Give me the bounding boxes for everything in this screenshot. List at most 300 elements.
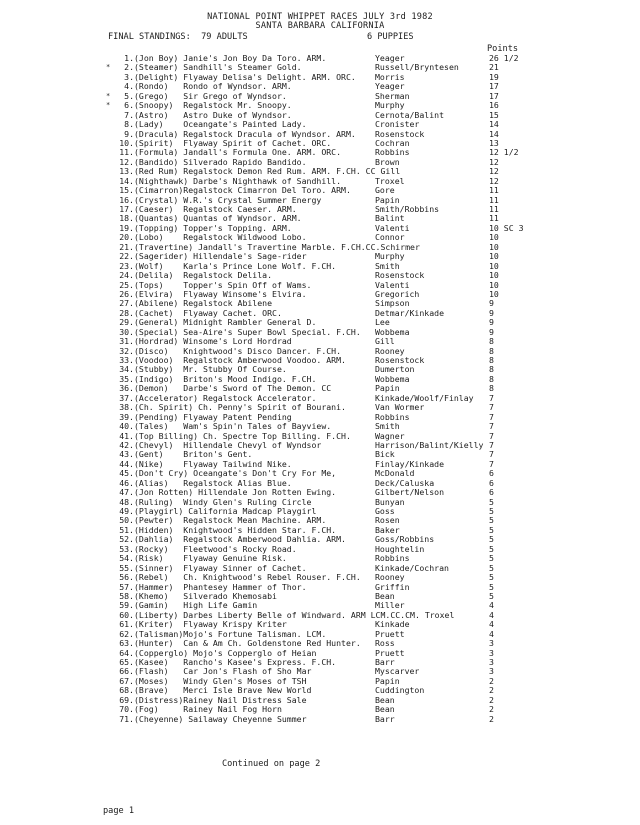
- dog-name: (Tops) Topper's Spin Off of Wams.: [134, 279, 312, 290]
- standing-row: [0, 469, 640, 478]
- owner-name: Goss/Robbins: [375, 534, 435, 545]
- placing-number: 41.: [119, 430, 134, 441]
- placing-number: 35.: [119, 373, 134, 384]
- points-value: 9: [489, 307, 494, 318]
- owner-name: Barr: [375, 713, 395, 724]
- placing-number: 55.: [119, 562, 134, 573]
- dog-name: (Nike) Flyaway Tailwind Nike.: [134, 458, 292, 469]
- owner-name: Cernota/Balint: [375, 109, 445, 120]
- dog-name: (Sinner) Flyaway Sinner of Cachet.: [134, 562, 307, 573]
- points-value: 5: [489, 534, 494, 545]
- owner-name: Wobbema: [375, 326, 410, 337]
- points-value: 7: [489, 439, 494, 450]
- dog-name: (Accelerator) Regalstock Accelerator.: [134, 392, 317, 403]
- dog-name: (Wolf) Karla's Prince Lone Wolf. F.CH.: [134, 260, 337, 271]
- placing-number: 22.: [119, 251, 134, 262]
- dog-name: (Jon Boy) Janie's Jon Boy Da Toro. ARM.: [134, 53, 327, 63]
- owner-name: Wobbema: [375, 373, 410, 384]
- placing-number: 8.: [124, 119, 134, 130]
- points-value: 7: [489, 402, 494, 413]
- dog-name: (Snoopy) Regalstock Mr. Snoopy.: [134, 100, 292, 111]
- owner-name: Kinkade: [375, 619, 410, 630]
- placing-number: 6.: [124, 100, 134, 111]
- puppies-count: 6 PUPPIES: [367, 32, 414, 42]
- points-value: 5: [489, 543, 494, 554]
- placing-number: 27.: [119, 298, 134, 309]
- dog-name: (Fog) Rainey Nail Fog Horn: [134, 704, 282, 715]
- placing-number: 57.: [119, 581, 134, 592]
- owner-name: Robbins: [375, 147, 410, 158]
- placing-number: 25.: [119, 279, 134, 290]
- standing-row: [0, 573, 640, 582]
- owner-name: Valenti: [375, 279, 410, 290]
- standing-row: [0, 554, 640, 563]
- owner-name: Morris: [375, 71, 405, 82]
- dog-name: (Flash) Car Jon's Flash of Sho Mar: [134, 666, 312, 677]
- standing-row: [0, 498, 640, 507]
- dog-name: (Delight) Flyaway Delisa's Delight. ARM. ORC.: [134, 71, 356, 82]
- dog-name: (Nighthawk) Darbe's Nighthawk of Sandhill.: [134, 175, 342, 186]
- points-value: 3: [489, 666, 494, 677]
- points-value: 3: [489, 657, 494, 667]
- placing-number: 4.: [124, 81, 134, 92]
- standing-row: [0, 403, 640, 412]
- placing-number: 49.: [119, 506, 134, 516]
- points-value: 4: [489, 628, 494, 639]
- placing-number: 67.: [119, 675, 134, 686]
- dog-name: (Alias) Regalstock Alias Blue.: [134, 477, 292, 488]
- placing-number: 23.: [119, 260, 134, 271]
- points-value: 8: [489, 364, 494, 375]
- dog-name: (Astro) Astro Duke of Wyndsor.: [134, 109, 292, 120]
- dog-name: (Cimarron)Regalstock Cimarron Del Toro. ARM.: [134, 185, 351, 196]
- dog-name: (Rocky) Fleetwood's Rocky Road.: [134, 543, 297, 554]
- placing-number: 33.: [119, 355, 134, 365]
- dog-name: (Abilene) Regalstock Abilene: [134, 298, 273, 309]
- continued-note: Continued on page 2: [222, 759, 321, 769]
- placing-number: 34.: [119, 364, 134, 375]
- owner-name: Valenti: [375, 222, 410, 233]
- placing-number: 13.: [119, 166, 134, 177]
- owner-name: Rooney: [375, 345, 405, 356]
- points-value: 8: [489, 345, 494, 356]
- placing-number: 46.: [119, 477, 134, 488]
- points-value: 4: [489, 609, 494, 620]
- placing-number: 21.: [119, 241, 134, 252]
- placing-number: 37.: [119, 392, 134, 403]
- placing-number: 48.: [119, 496, 134, 507]
- placing-number: 2.: [124, 62, 134, 73]
- owner-name: Barr: [375, 657, 395, 667]
- owner-name: Cuddington: [375, 685, 425, 696]
- standing-row: [0, 309, 640, 318]
- owner-name: Van Wormer: [375, 402, 425, 413]
- owner-name: Pruett: [375, 647, 405, 658]
- dog-name: (Brave) Merci Isle Brave New World: [134, 685, 312, 696]
- dog-name: (Ch. Spirit) Ch. Penny's Spirit of Bourani.: [134, 402, 346, 413]
- placing-number: 7.: [124, 109, 134, 120]
- dog-name: (Gamin) High Life Gamin: [134, 600, 258, 611]
- placing-number: 60.: [119, 609, 134, 620]
- points-value: 5: [489, 515, 494, 526]
- placing-number: 53.: [119, 543, 134, 554]
- standing-row: [0, 384, 640, 393]
- standing-row: [0, 450, 640, 459]
- owner-name: Yeager: [375, 81, 405, 92]
- highlight-mark: *: [106, 63, 111, 72]
- points-value: 5: [489, 524, 494, 535]
- owner-name: Ross: [375, 638, 395, 649]
- placing-number: 62.: [119, 628, 134, 639]
- owner-name: Baker: [375, 524, 400, 535]
- standing-row: [0, 299, 640, 308]
- dog-name: (Distress)Rainey Nail Distress Sale: [134, 694, 307, 705]
- owner-name: Bick: [375, 449, 395, 460]
- placing-number: 9.: [124, 128, 134, 139]
- points-value: 17: [489, 81, 499, 92]
- placing-number: 50.: [119, 515, 134, 526]
- standing-row: [0, 488, 640, 497]
- placing-number: 14.: [119, 175, 134, 186]
- placing-number: 63.: [119, 638, 134, 649]
- dog-name: (Quantas) Quantas of Wyndsor. ARM.: [134, 213, 302, 224]
- owner-name: Myscarver: [375, 666, 420, 677]
- highlight-mark: *: [106, 101, 111, 110]
- document-location: SANTA BARBARA CALIFORNIA: [255, 21, 385, 31]
- owner-name: Rosenstock: [375, 355, 425, 365]
- owner-name: Robbins: [375, 553, 410, 564]
- dog-name: (Pewter) Regalstock Mean Machine. ARM.: [134, 515, 327, 526]
- dog-name: (Red Rum) Regalstock Demon Red Rum. ARM. F.CH. CC Gill: [134, 166, 401, 177]
- owner-name: Gregorich: [375, 288, 420, 299]
- dog-name: (Crystal) W.R.'s Crystal Summer Energy: [134, 194, 322, 205]
- dog-name: (Hordrad) Winsome's Lord Hordrad: [134, 336, 292, 347]
- points-value: 10: [489, 232, 499, 243]
- points-value: 2: [489, 704, 494, 715]
- dog-name: (Spirit) Flyaway Spirit of Cachet. ORC.: [134, 137, 332, 148]
- points-value: 4: [489, 619, 494, 630]
- points-value: 3: [489, 638, 494, 649]
- dog-name: (Lobo) Regalstock Wildwood Lobo.: [134, 232, 307, 243]
- placing-number: 28.: [119, 307, 134, 318]
- standing-row: [0, 92, 640, 101]
- points-value: 7: [489, 458, 494, 469]
- dog-name: (Steamer) Sandhill's Steamer Gold.: [134, 62, 302, 73]
- points-value: 12 1/2: [489, 147, 519, 158]
- standing-row: [0, 73, 640, 82]
- dog-name: (General) Midnight Rambler General D.: [134, 317, 317, 328]
- standing-row: [0, 224, 640, 233]
- placing-number: 64.: [119, 647, 134, 658]
- placing-number: 20.: [119, 232, 134, 243]
- placing-number: 40.: [119, 421, 134, 432]
- dog-name: (Stubby) Mr. Stubby Of Course.: [134, 364, 287, 375]
- owner-name: Harrison/Balint/Kielly: [375, 439, 484, 450]
- placing-number: 36.: [119, 383, 134, 394]
- points-value: 10: [489, 279, 499, 290]
- dog-name: (Copperglo) Mojo's Copperglo of Heian: [134, 647, 317, 658]
- placing-number: 30.: [119, 326, 134, 337]
- owner-name: Brown: [375, 156, 400, 167]
- points-value: 2: [489, 694, 494, 705]
- points-value: 12: [489, 156, 499, 167]
- placing-number: 26.: [119, 288, 134, 299]
- placing-number: 15.: [119, 185, 134, 196]
- standing-row: [0, 290, 640, 299]
- dog-name: (Hammer) Phantesey Hammer of Thor.: [134, 581, 307, 592]
- standing-row: [0, 262, 640, 271]
- points-value: 7: [489, 411, 494, 422]
- standing-row: [0, 583, 640, 592]
- dog-name: (Travertine) Jandall's Travertine Marble. F.CH.CC.Schirmer: [134, 241, 420, 252]
- placing-number: 59.: [119, 600, 134, 611]
- owner-name: Detmar/Kinkade: [375, 307, 445, 318]
- dog-name: (Indigo) Briton's Mood Indigo. F.CH.: [134, 373, 317, 384]
- dog-name: (Demon) Darbe's Sword of The Demon. CC: [134, 383, 332, 394]
- standing-row: [0, 658, 640, 667]
- dog-name: (Risk) Flyaway Genuine Risk.: [134, 553, 287, 564]
- placing-number: 56.: [119, 572, 134, 583]
- owner-name: Robbins: [375, 411, 410, 422]
- dog-name: (Topping) Topper's Topping. ARM.: [134, 222, 292, 233]
- owner-name: Bean: [375, 590, 395, 601]
- owner-name: Wagner: [375, 430, 405, 441]
- standing-row: [0, 148, 640, 157]
- placing-number: 70.: [119, 704, 134, 715]
- owner-name: Papin: [375, 675, 400, 686]
- standing-row: [0, 696, 640, 705]
- points-value: 26 1/2: [489, 53, 519, 63]
- points-value: 9: [489, 298, 494, 309]
- standing-row: [0, 365, 640, 374]
- standing-row: [0, 271, 640, 280]
- owner-name: Lee: [375, 317, 390, 328]
- placing-number: 58.: [119, 590, 134, 601]
- dog-name: (Delila) Regalstock Delila.: [134, 270, 273, 281]
- owner-name: Gilbert/Nelson: [375, 487, 445, 498]
- points-value: 11: [489, 204, 499, 214]
- placing-number: 18.: [119, 213, 134, 224]
- owner-name: Yeager: [375, 53, 405, 63]
- standing-row: [0, 214, 640, 223]
- owner-name: Smith: [375, 421, 400, 432]
- dog-name: (Ruling) Windy Glen's Ruling Circle: [134, 496, 312, 507]
- placing-number: 43.: [119, 449, 134, 460]
- points-value: 8: [489, 336, 494, 347]
- points-value: 13: [489, 137, 499, 148]
- dog-name: (Caeser) Regalstock Caeser. ARM.: [134, 204, 297, 214]
- placing-number: 29.: [119, 317, 134, 328]
- placing-number: 12.: [119, 156, 134, 167]
- owner-name: Smith: [375, 260, 400, 271]
- standing-row: [0, 677, 640, 686]
- standing-row: [0, 196, 640, 205]
- dog-name: (Dracula) Regalstock Dracula of Wyndsor. ARM.: [134, 128, 356, 139]
- points-value: 5: [489, 581, 494, 592]
- points-value: 6: [489, 477, 494, 488]
- points-value: 9: [489, 317, 494, 328]
- owner-name: Rosenstock: [375, 128, 425, 139]
- placing-number: 3.: [124, 71, 134, 82]
- owner-name: Houghtelin: [375, 543, 425, 554]
- points-value: 12: [489, 166, 499, 177]
- owner-name: Simpson: [375, 298, 410, 309]
- owner-name: Finlay/Kinkade: [375, 458, 445, 469]
- placing-number: 16.: [119, 194, 134, 205]
- points-value: 8: [489, 355, 494, 365]
- points-value: 10: [489, 251, 499, 262]
- dog-name: (Jon Rotten) Hillendale Jon Rotten Ewing.: [134, 487, 337, 498]
- points-value: 7: [489, 392, 494, 403]
- placing-number: 17.: [119, 204, 134, 214]
- placing-number: 32.: [119, 345, 134, 356]
- dog-name: (Rebel) Ch. Knightwood's Rebel Rouser. F.CH.: [134, 572, 361, 583]
- standing-row: [0, 535, 640, 544]
- dog-name: (Special) Sea-Aire's Super Bowl Special. F.CH.: [134, 326, 361, 337]
- placing-number: 24.: [119, 270, 134, 281]
- dog-name: (Talisman)Mojo's Fortune Talisman. LCM.: [134, 628, 327, 639]
- dog-name: (Liberty) Darbes Liberty Belle of Windward. ARM LCM.CC.CM. Troxel: [134, 609, 455, 620]
- dog-name: (Gent) Briton's Gent.: [134, 449, 253, 460]
- owner-name: Cronister: [375, 119, 420, 130]
- points-value: 10: [489, 288, 499, 299]
- owner-name: Cochran: [375, 137, 410, 148]
- points-value: 5: [489, 553, 494, 564]
- points-value: 5: [489, 590, 494, 601]
- dog-name: (Lady) Oceangate's Painted Lady.: [134, 119, 307, 130]
- points-value: 15: [489, 109, 499, 120]
- dog-name: (Elvira) Flyaway Winsome's Elvira.: [134, 288, 307, 299]
- dog-name: (Cheyenne) Sailaway Cheyenne Summer: [134, 713, 307, 724]
- owner-name: Bean: [375, 694, 395, 705]
- placing-number: 11.: [119, 147, 134, 158]
- standing-row: [0, 205, 640, 214]
- points-value: 9: [489, 326, 494, 337]
- placing-number: 5.: [124, 90, 134, 101]
- points-value: 2: [489, 713, 494, 724]
- owner-name: Kinkade/Cochran: [375, 562, 449, 573]
- owner-name: Pruett: [375, 628, 405, 639]
- page-number: page 1: [103, 806, 135, 816]
- placing-number: 19.: [119, 222, 134, 233]
- points-value: 6: [489, 487, 494, 498]
- final-standings-label: FINAL STANDINGS: 79 ADULTS: [108, 32, 248, 42]
- points-column-header: Points: [487, 44, 519, 54]
- owner-name: Deck/Caluska: [375, 477, 435, 488]
- dog-name: (Top Billing) Ch. Spectre Top Billing. F.CH.: [134, 430, 351, 441]
- owner-name: Papin: [375, 383, 400, 394]
- placing-number: 10.: [119, 137, 134, 148]
- points-value: 3: [489, 647, 494, 658]
- placing-number: 54.: [119, 553, 134, 564]
- points-value: 5: [489, 572, 494, 583]
- points-value: 8: [489, 383, 494, 394]
- standing-row: [0, 715, 640, 724]
- standing-row: [0, 639, 640, 648]
- owner-name: Rosen: [375, 515, 400, 526]
- dog-name: (Grego) Sir Grego of Wyndsor.: [134, 90, 287, 101]
- points-value: 11: [489, 194, 499, 205]
- points-value: 14: [489, 128, 499, 139]
- dog-name: (Sagerider) Hillendale's Sage-rider: [134, 251, 307, 262]
- points-value: 5: [489, 562, 494, 573]
- dog-name: (Moses) Windy Glen's Moses of TSH: [134, 675, 307, 686]
- placing-number: 51.: [119, 524, 134, 535]
- owner-name: Kinkade/Woolf/Finlay: [375, 392, 474, 403]
- owner-name: Papin: [375, 194, 400, 205]
- points-value: 7: [489, 430, 494, 441]
- owner-name: McDonald: [375, 468, 415, 479]
- standing-row: [0, 611, 640, 620]
- points-value: 10: [489, 270, 499, 281]
- owner-name: Murphy: [375, 251, 405, 262]
- points-value: 2: [489, 685, 494, 696]
- dog-name: (Tales) Wam's Spin'n Tales of Bayview.: [134, 421, 332, 432]
- standing-row: [0, 82, 640, 91]
- owner-name: Balint: [375, 213, 405, 224]
- placing-number: 47.: [119, 487, 134, 498]
- points-value: 12: [489, 175, 499, 186]
- placing-number: 45.: [119, 468, 134, 479]
- owner-name: Rosenstock: [375, 270, 425, 281]
- points-value: 17: [489, 90, 499, 101]
- points-value: 10 SC 3: [489, 222, 524, 233]
- points-value: 11: [489, 213, 499, 224]
- standing-row: [0, 101, 640, 110]
- dog-name: (Kasee) Rancho's Kasee's Express. F.CH.: [134, 657, 337, 667]
- placing-number: 42.: [119, 439, 134, 450]
- dog-name: (Bandido) Silverado Rapido Bandido.: [134, 156, 307, 167]
- placing-number: 66.: [119, 666, 134, 677]
- dog-name: (Hunter) Can & Am Ch. Goldenstone Red Hunter.: [134, 638, 361, 649]
- dog-name: (Don't Cry) Oceangate's Don't Cry For Me,: [134, 468, 337, 479]
- dog-name: (Playgirl) California Madcap Playgirl: [134, 506, 317, 516]
- owner-name: Smith/Robbins: [375, 204, 440, 214]
- placing-number: 1.: [124, 53, 134, 63]
- points-value: 21: [489, 62, 499, 73]
- dog-name: (Pending) Flyaway Patent Pending: [134, 411, 292, 422]
- standing-row: [0, 545, 640, 554]
- placing-number: 65.: [119, 657, 134, 667]
- owner-name: Sherman: [375, 90, 410, 101]
- standing-row: [0, 328, 640, 337]
- standings-list: [0, 54, 640, 724]
- standing-row: [0, 54, 640, 63]
- points-value: 5: [489, 496, 494, 507]
- points-value: 8: [489, 373, 494, 384]
- points-value: 7: [489, 449, 494, 460]
- standing-row: [0, 705, 640, 714]
- placing-number: 68.: [119, 685, 134, 696]
- owner-name: Troxel: [375, 175, 405, 186]
- standing-row: [0, 441, 640, 450]
- document-title: NATIONAL POINT WHIPPET RACES JULY 3rd 1982: [207, 12, 433, 22]
- owner-name: Connor: [375, 232, 405, 243]
- dog-name: (Disco) Knightwood's Disco Dancer. F.CH.: [134, 345, 342, 356]
- placing-number: 44.: [119, 458, 134, 469]
- points-value: 10: [489, 260, 499, 271]
- dog-name: (Cachet) Flyaway Cachet. ORC.: [134, 307, 282, 318]
- owner-name: Goss: [375, 506, 395, 516]
- dog-name: (Hidden) Knightwood's Hidden Star. F.CH.: [134, 524, 337, 535]
- dog-name: (Kriter) Flyaway Krispy Kriter: [134, 619, 287, 630]
- dog-name: (Voodoo) Regalstock Amberwood Voodoo. ARM.: [134, 355, 346, 365]
- standing-row: [0, 243, 640, 252]
- placing-number: 71.: [119, 713, 134, 724]
- standing-row: [0, 111, 640, 120]
- points-value: 11: [489, 185, 499, 196]
- owner-name: Russell/Bryntesen: [375, 62, 459, 73]
